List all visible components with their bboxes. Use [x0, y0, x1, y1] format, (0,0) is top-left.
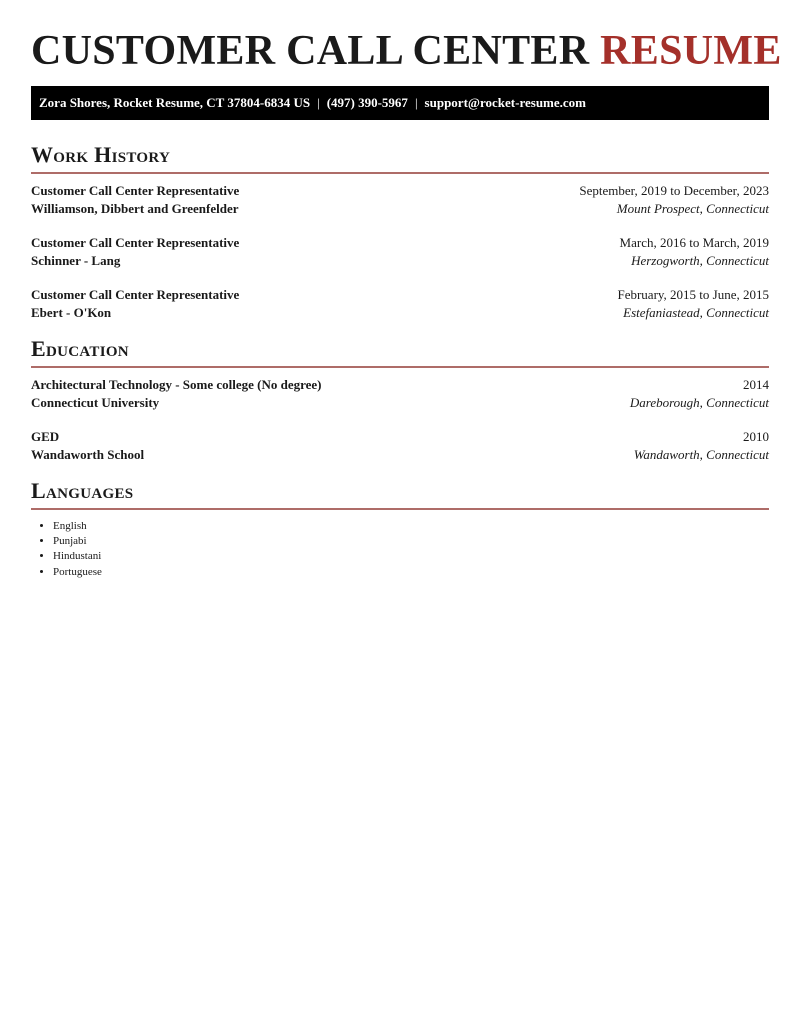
job-location: Estefaniastead, Connecticut: [623, 304, 769, 320]
job-dates: March, 2016 to March, 2019: [619, 235, 769, 250]
work-entry: [31, 234, 769, 269]
section-divider: [31, 508, 769, 510]
job-title: Customer Call Center Representative: [31, 287, 240, 302]
job-dates: February, 2015 to June, 2015: [617, 287, 769, 302]
degree-name: Architectural Technology - Some college (No degree): [31, 377, 322, 392]
company-name: Schinner - Lang: [31, 252, 121, 268]
page-title: [31, 0, 782, 74]
work-entry: [31, 182, 769, 217]
job-location: Herzogworth, Connecticut: [631, 252, 769, 268]
job-title: Customer Call Center Representative: [31, 235, 240, 250]
school-location: Dareborough, Connecticut: [629, 394, 769, 410]
company-name: Williamson, Dibbert and Greenfelder: [31, 200, 239, 216]
school-name: Connecticut University: [31, 394, 160, 410]
school-name: Wandaworth School: [31, 446, 145, 462]
education-year: 2014: [743, 377, 769, 392]
education-section: [31, 336, 769, 463]
language-item: • Hindustani: [53, 549, 769, 564]
languages-list: [31, 519, 769, 580]
education-year: 2010: [743, 429, 769, 444]
language-item: • Portuguese: [53, 565, 769, 580]
education-entry: [31, 376, 769, 411]
school-location: Wandaworth, Connecticut: [633, 446, 769, 462]
contact-email[interactable]: support@rocket-resume.com: [424, 95, 586, 110]
languages-section: [31, 478, 769, 580]
contact-bar: [31, 86, 769, 120]
work-entry: [31, 286, 769, 321]
language-item: • Punjabi: [53, 534, 769, 549]
contact-separator: |: [414, 95, 418, 110]
section-heading-languages: Languages: [31, 478, 134, 503]
contact-phone: (497) 390-5967: [326, 95, 408, 110]
section-divider: [31, 366, 769, 368]
work-history-section: [31, 142, 769, 321]
degree-name: GED: [31, 429, 60, 444]
contact-address: Zora Shores, Rocket Resume, CT 37804-6834 US: [39, 95, 311, 110]
job-location: Mount Prospect, Connecticut: [616, 200, 769, 216]
contact-separator: |: [317, 95, 320, 110]
education-entry: [31, 428, 769, 463]
job-title: Customer Call Center Representative: [31, 183, 240, 198]
section-heading-education: Education: [31, 336, 129, 361]
company-name: Ebert - O'Kon: [31, 304, 112, 320]
title-main: CUSTOMER CALL CENTER: [31, 28, 590, 74]
section-divider: [31, 172, 769, 174]
title-accent: RESUME: [600, 28, 782, 74]
job-dates: September, 2019 to December, 2023: [579, 183, 769, 198]
section-heading-work-history: Work History: [31, 142, 171, 167]
language-item: • English: [53, 519, 769, 534]
